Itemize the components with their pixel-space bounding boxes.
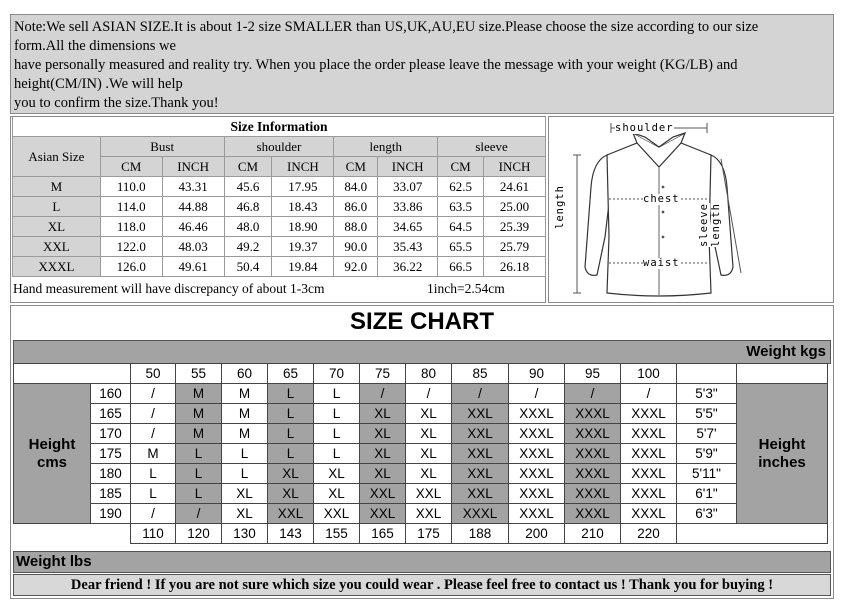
note-line: Note:We sell ASIAN SIZE.It is about 1-2 size SMALLER than US,UK,AU,EU size.Please choose the size according to our size xyxy=(14,19,759,35)
height-row xyxy=(14,464,828,484)
size-cell: XXXL xyxy=(621,504,677,524)
size-cell: / xyxy=(565,384,621,404)
size-label: XXL xyxy=(13,237,101,257)
measurement-cell: 48.03 xyxy=(162,237,224,257)
size-cell: XXL xyxy=(452,424,509,444)
weight-kg-cell: 70 xyxy=(314,364,360,384)
height-row xyxy=(14,484,828,504)
weight-kg-cell: 75 xyxy=(360,364,406,384)
height-cm-cell: 185 xyxy=(91,484,131,504)
size-cell: L xyxy=(314,424,360,444)
weight-kg-cell: 60 xyxy=(222,364,268,384)
measurement-cell: 118.0 xyxy=(100,217,162,237)
measurement-cell: 110.0 xyxy=(100,177,162,197)
shirt-measurement-diagram xyxy=(548,116,834,303)
height-cm-cell: 170 xyxy=(91,424,131,444)
size-cell: / xyxy=(360,384,406,404)
height-inches-text: Height xyxy=(758,435,806,453)
corner-cell xyxy=(737,364,828,384)
height-inches-label xyxy=(737,384,828,524)
size-label: L xyxy=(13,197,101,217)
unit-header: CM xyxy=(438,157,484,177)
length-header: length xyxy=(334,137,438,157)
measurement-cell: 43.31 xyxy=(162,177,224,197)
measurement-cell: 63.5 xyxy=(438,197,484,217)
note-line: you to confirm the size.Thank you! xyxy=(14,95,219,111)
measurement-cell: 92.0 xyxy=(334,257,378,277)
size-chart-body xyxy=(14,364,828,544)
size-cell: XL xyxy=(360,404,406,424)
size-cell: XL xyxy=(406,444,452,464)
measurement-cell: 65.5 xyxy=(438,237,484,257)
size-cell: XL xyxy=(314,484,360,504)
size-cell: M xyxy=(176,384,222,404)
size-cell: XL xyxy=(360,464,406,484)
height-inches-text: inches xyxy=(758,453,806,471)
measurement-cell: 26.18 xyxy=(484,257,546,277)
weight-lbs-cell: 155 xyxy=(314,524,360,544)
size-cell: XL xyxy=(268,464,314,484)
measurement-cell: 44.88 xyxy=(162,197,224,217)
size-cell: XXL xyxy=(406,484,452,504)
size-cell: L xyxy=(222,444,268,464)
size-cell: XXXL xyxy=(565,504,621,524)
weight-lbs-cell: 175 xyxy=(406,524,452,544)
size-cell: / xyxy=(406,384,452,404)
weight-lbs-label: Weight lbs xyxy=(13,551,831,573)
weight-lbs-cell: 143 xyxy=(268,524,314,544)
note-line: form.All the dimensions we xyxy=(14,38,176,54)
measurement-cell: 49.2 xyxy=(224,237,272,257)
size-cell: XL xyxy=(314,464,360,484)
height-cm-cell: 190 xyxy=(91,504,131,524)
unit-header: INCH xyxy=(272,157,334,177)
measurement-cell: 18.43 xyxy=(272,197,334,217)
height-cms-text: Height xyxy=(28,435,76,453)
sleeve-length-label: length xyxy=(710,203,722,247)
size-info-body xyxy=(13,177,546,277)
size-cell: XL xyxy=(360,424,406,444)
size-cell: XL xyxy=(406,424,452,444)
size-cell: L xyxy=(268,424,314,444)
height-inch-cell: 5'5" xyxy=(677,404,737,424)
height-inch-cell: 5'3" xyxy=(677,384,737,404)
height-row xyxy=(14,444,828,464)
unit-header: CM xyxy=(100,157,162,177)
weight-kg-row xyxy=(14,364,828,384)
size-cell: XL xyxy=(406,464,452,484)
size-cell: / xyxy=(131,404,176,424)
measurement-cell: 18.90 xyxy=(272,217,334,237)
size-cell: M xyxy=(131,444,176,464)
height-inch-cell: 6'3" xyxy=(677,504,737,524)
shoulder-label: shoulder xyxy=(615,122,674,134)
measurement-cell: 46.46 xyxy=(162,217,224,237)
size-cell: XXXL xyxy=(621,444,677,464)
height-inch-cell: 5'9" xyxy=(677,444,737,464)
weight-lbs-cell: 188 xyxy=(452,524,509,544)
size-cell: / xyxy=(176,504,222,524)
shoulder-header: shoulder xyxy=(224,137,334,157)
size-cell: XXXL xyxy=(509,404,565,424)
measurement-cell: 19.37 xyxy=(272,237,334,257)
size-cell: / xyxy=(621,384,677,404)
asian-size-header: Asian Size xyxy=(13,137,101,177)
measurement-cell: 33.86 xyxy=(378,197,438,217)
measurement-cell: 90.0 xyxy=(334,237,378,257)
size-cell: XL xyxy=(268,484,314,504)
size-cell: M xyxy=(176,404,222,424)
size-cell: L xyxy=(314,384,360,404)
size-cell: XXXL xyxy=(509,444,565,464)
size-row xyxy=(13,177,546,197)
size-cell: XXXL xyxy=(621,404,677,424)
weight-lbs-cell: 165 xyxy=(360,524,406,544)
size-chart-panel xyxy=(10,305,834,599)
size-row xyxy=(13,237,546,257)
size-cell: XXXL xyxy=(621,484,677,504)
unit-header: CM xyxy=(334,157,378,177)
size-cell: XXXL xyxy=(565,444,621,464)
size-cell: L xyxy=(314,444,360,464)
size-cell: XL xyxy=(222,504,268,524)
size-cell: XXL xyxy=(452,444,509,464)
weight-lbs-cell: 120 xyxy=(176,524,222,544)
measurement-cell: 49.61 xyxy=(162,257,224,277)
measurement-cell: 19.84 xyxy=(272,257,334,277)
measurement-cell: 45.6 xyxy=(224,177,272,197)
contact-message: Dear friend ! If you are not sure which size you could wear . Please feel free to contact us ! Thank you for buying ! xyxy=(13,574,831,596)
weight-lbs-row xyxy=(14,524,828,544)
size-cell: XXL xyxy=(314,504,360,524)
measurement-cell: 64.5 xyxy=(438,217,484,237)
size-cell: / xyxy=(452,384,509,404)
measurement-cell: 86.0 xyxy=(334,197,378,217)
measurement-cell: 33.07 xyxy=(378,177,438,197)
size-cell: L xyxy=(222,464,268,484)
size-row xyxy=(13,197,546,217)
measurement-cell: 66.5 xyxy=(438,257,484,277)
chest-label: chest xyxy=(643,193,680,205)
size-cell: XXXL xyxy=(509,504,565,524)
length-label: length xyxy=(554,185,566,229)
size-cell: L xyxy=(268,444,314,464)
height-cm-cell: 175 xyxy=(91,444,131,464)
height-row xyxy=(14,384,828,404)
size-cell: XXL xyxy=(452,464,509,484)
corner-cell xyxy=(677,364,737,384)
size-cell: L xyxy=(131,464,176,484)
size-row xyxy=(13,257,546,277)
height-inch-cell: 6'1" xyxy=(677,484,737,504)
measurement-cell: 25.39 xyxy=(484,217,546,237)
measurement-cell: 35.43 xyxy=(378,237,438,257)
size-row xyxy=(13,217,546,237)
measurement-cell: 122.0 xyxy=(100,237,162,257)
height-row xyxy=(14,424,828,444)
size-cell: L xyxy=(176,464,222,484)
measurement-cell: 50.4 xyxy=(224,257,272,277)
note-line: height(CM/IN) .We will help xyxy=(14,76,183,92)
measurement-cell: 24.61 xyxy=(484,177,546,197)
measurement-cell: 46.8 xyxy=(224,197,272,217)
weight-kg-cell: 55 xyxy=(176,364,222,384)
size-cell: L xyxy=(176,444,222,464)
unit-header: CM xyxy=(224,157,272,177)
unit-header: INCH xyxy=(162,157,224,177)
height-row xyxy=(14,504,828,524)
size-information-panel xyxy=(10,116,546,303)
weight-kg-cell: 50 xyxy=(131,364,176,384)
weight-kg-cell: 80 xyxy=(406,364,452,384)
size-cell: L xyxy=(314,404,360,424)
measurement-cell: 88.0 xyxy=(334,217,378,237)
bust-header: Bust xyxy=(100,137,224,157)
weight-kg-cell: 65 xyxy=(268,364,314,384)
size-cell: XXL xyxy=(452,404,509,424)
measurement-cell: 25.00 xyxy=(484,197,546,217)
size-cell: L xyxy=(268,404,314,424)
unit-header: INCH xyxy=(378,157,438,177)
size-cell: XXXL xyxy=(509,464,565,484)
corner-cell xyxy=(14,524,131,544)
unit-header: INCH xyxy=(484,157,546,177)
weight-lbs-cell: 130 xyxy=(222,524,268,544)
size-cell: M xyxy=(176,424,222,444)
measurement-cell: 36.22 xyxy=(378,257,438,277)
size-cell: M xyxy=(222,424,268,444)
note-line: have personally measured and reality try. When you place the order please leave the message with your weight (KG/LB) and xyxy=(14,57,738,73)
size-cell: XXL xyxy=(268,504,314,524)
height-inch-cell: 5'7' xyxy=(677,424,737,444)
measurement-cell: 62.5 xyxy=(438,177,484,197)
size-cell: XXL xyxy=(452,484,509,504)
size-note xyxy=(10,14,834,114)
size-cell: / xyxy=(131,384,176,404)
size-label: XL xyxy=(13,217,101,237)
size-cell: XXL xyxy=(406,504,452,524)
shirt-illustration xyxy=(549,117,833,302)
height-cms-label xyxy=(14,384,91,524)
measurement-cell: 17.95 xyxy=(272,177,334,197)
weight-kgs-label: Weight kgs xyxy=(746,343,826,360)
height-cms-text: cms xyxy=(36,453,68,471)
weight-kg-cell: 100 xyxy=(621,364,677,384)
height-cm-cell: 165 xyxy=(91,404,131,424)
height-cm-cell: 160 xyxy=(91,384,131,404)
size-cell: XXXL xyxy=(565,464,621,484)
weight-lbs-cell: 110 xyxy=(131,524,176,544)
weight-kgs-bar xyxy=(13,340,831,364)
height-inch-cell: 5'11" xyxy=(677,464,737,484)
corner-cell xyxy=(14,364,131,384)
height-cm-cell: 180 xyxy=(91,464,131,484)
sleeve-label: sleeve xyxy=(698,203,710,247)
measurement-cell: 84.0 xyxy=(334,177,378,197)
size-cell: L xyxy=(268,384,314,404)
size-label: M xyxy=(13,177,101,197)
size-cell: / xyxy=(509,384,565,404)
size-cell: L xyxy=(176,484,222,504)
size-cell: XXXL xyxy=(509,484,565,504)
weight-kg-cell: 90 xyxy=(509,364,565,384)
size-information-table xyxy=(12,117,546,277)
size-chart-grid xyxy=(13,363,828,544)
corner-cell xyxy=(677,524,828,544)
size-cell: XXXL xyxy=(565,484,621,504)
weight-lbs-cell: 210 xyxy=(565,524,621,544)
size-cell: M xyxy=(222,384,268,404)
size-cell: XXL xyxy=(360,504,406,524)
sleeve-header: sleeve xyxy=(438,137,546,157)
size-cell: XXXL xyxy=(565,404,621,424)
weight-kg-cell: 85 xyxy=(452,364,509,384)
weight-lbs-cell: 200 xyxy=(509,524,565,544)
size-cell: XXXL xyxy=(509,424,565,444)
size-cell: / xyxy=(131,504,176,524)
size-cell: L xyxy=(131,484,176,504)
size-cell: XXL xyxy=(360,484,406,504)
weight-lbs-cell: 220 xyxy=(621,524,677,544)
measurement-footnote: Hand measurement will have discrepancy of about 1-3cm xyxy=(13,281,325,296)
size-cell: XXXL xyxy=(565,424,621,444)
measurement-cell: 114.0 xyxy=(100,197,162,217)
size-cell: XXXL xyxy=(621,424,677,444)
size-cell: XXXL xyxy=(452,504,509,524)
size-cell: XL xyxy=(360,444,406,464)
inch-conversion: 1inch=2.54cm xyxy=(427,281,505,296)
size-chart-title: SIZE CHART xyxy=(350,308,494,335)
size-label: XXXL xyxy=(13,257,101,277)
size-cell: XL xyxy=(406,404,452,424)
measurement-cell: 126.0 xyxy=(100,257,162,277)
waist-label: waist xyxy=(643,257,680,269)
measurement-cell: 25.79 xyxy=(484,237,546,257)
measurement-cell: 48.0 xyxy=(224,217,272,237)
size-cell: / xyxy=(131,424,176,444)
size-cell: XXXL xyxy=(621,464,677,484)
size-cell: M xyxy=(222,404,268,424)
size-cell: XL xyxy=(222,484,268,504)
weight-kg-cell: 95 xyxy=(565,364,621,384)
measurement-cell: 34.65 xyxy=(378,217,438,237)
height-row xyxy=(14,404,828,424)
size-info-title: Size Information xyxy=(13,117,546,137)
